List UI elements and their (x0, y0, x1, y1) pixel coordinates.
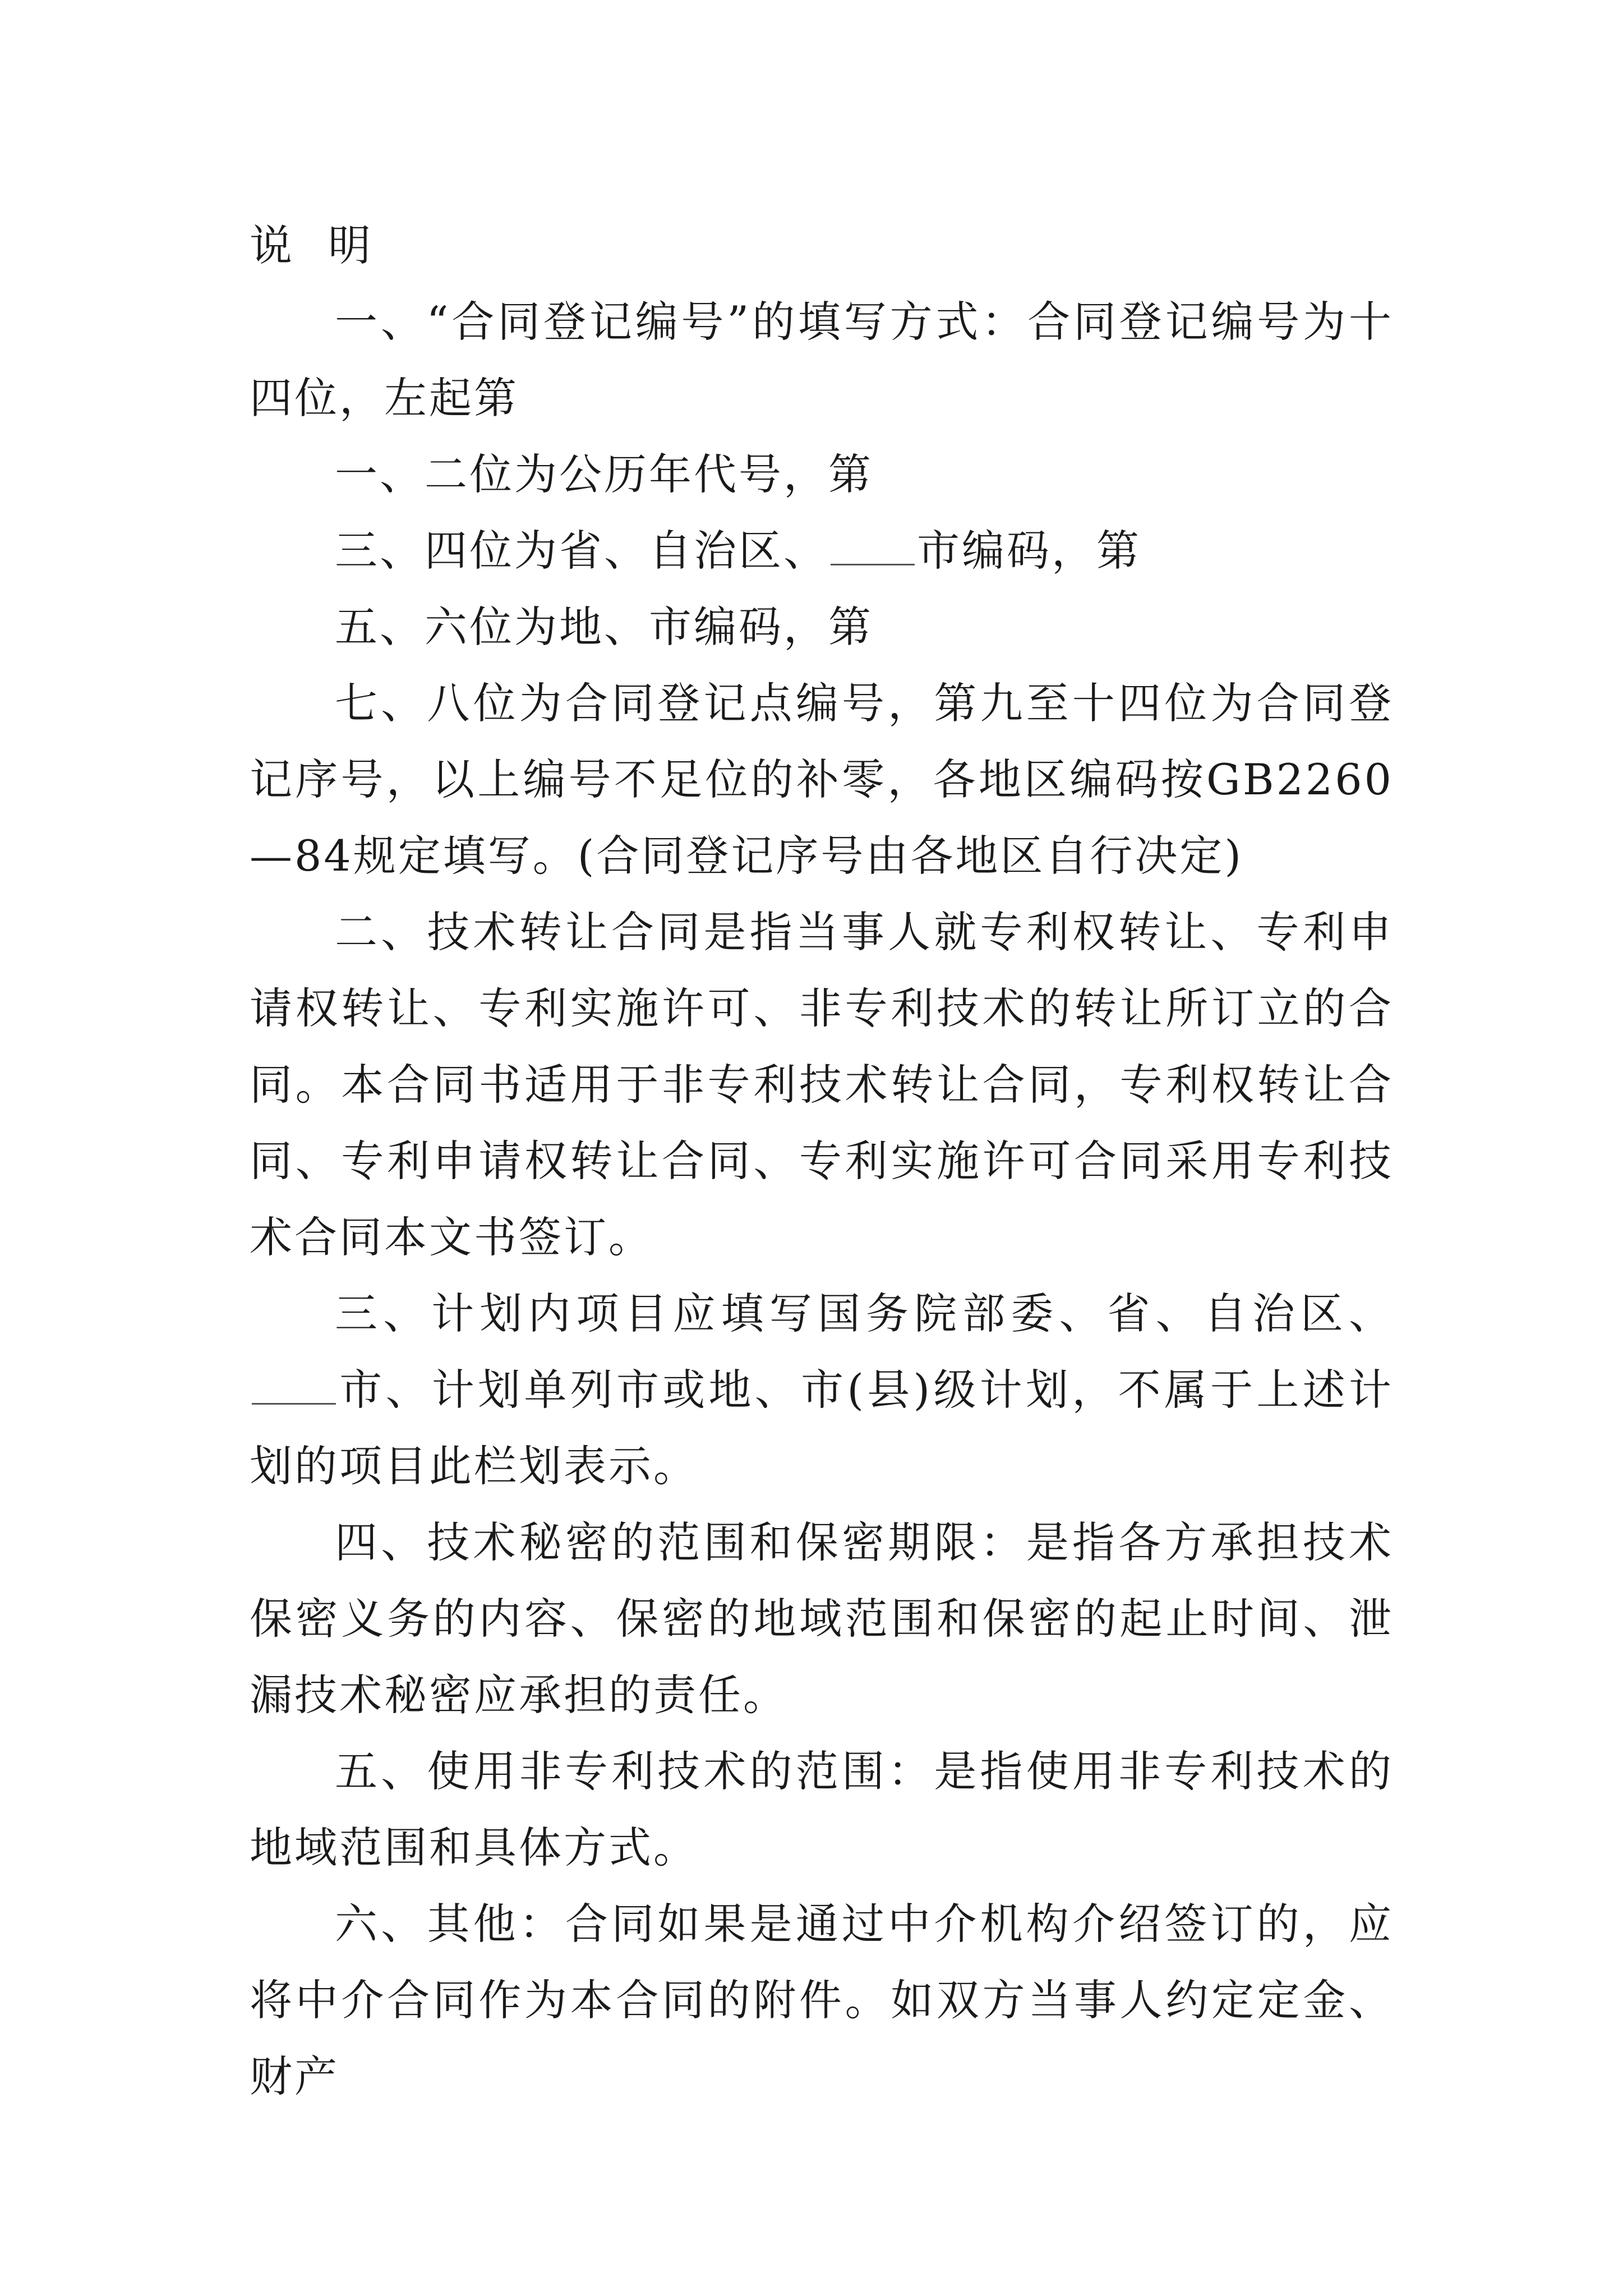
paragraph-registration-number: 一、“合同登记编号”的填写方式：合同登记编号为十四位，左起第 (250, 297, 1394, 423)
paragraph-digits-5-6: 五、六位为地、市编码，第 (335, 602, 873, 652)
paragraph-digits-3-4-end: 市编码，第 (917, 526, 1141, 576)
blank-underline (252, 1367, 336, 1405)
blank-underline (831, 528, 915, 565)
document-heading: 说 明 (250, 220, 382, 270)
paragraph-technical-secrets: 四、技术秘密的范围和保密期限：是指各方承担技术保密义务的内容、保密的地域范围和保密的起止时间、泄漏技术秘密应承担的责任。 (250, 1517, 1394, 1720)
paragraph-planned-projects (250, 1276, 1394, 1504)
paragraph-other: 六、其他：合同如果是通过中介机构介绍签订的，应将中介合同作为本合同的附件。如双方当事人约定定金、财产 (250, 1899, 1394, 2101)
paragraph-planned-projects-end: 市、计划单列市或地、市(县)级计划，不属于上述计划的项目此栏划表示。 (250, 1365, 1394, 1491)
paragraph-digits-7-14: 七、八位为合同登记点编号，第九至十四位为合同登记序号，以上编号不足位的补零，各地区编码按GB2260—84规定填写。(合同登记序号由各地区自行决定) (250, 678, 1394, 881)
paragraph-technology-transfer: 二、技术转让合同是指当事人就专利权转让、专利申请权转让、专利实施许可、非专利技术的转让所订立的合同。本合同书适用于非专利技术转让合同，专利权转让合同、专利申请权转让合同、专利实施许可合同采用专利技术合同本文书签订。 (250, 907, 1394, 1262)
document-body (250, 208, 1394, 2115)
paragraph-digits-3-4-start: 三、四位为省、自治区、 (335, 526, 828, 576)
paragraph-planned-projects-start: 三、计划内项目应填写国务院部委、省、自治区、 (335, 1289, 1394, 1338)
paragraph-digits-1-2: 一、二位为公历年代号，第 (335, 449, 873, 499)
paragraph-digits-3-4 (250, 513, 1394, 589)
paragraph-usage-scope: 五、使用非专利技术的范围：是指使用非专利技术的地域范围和具体方式。 (250, 1746, 1394, 1872)
